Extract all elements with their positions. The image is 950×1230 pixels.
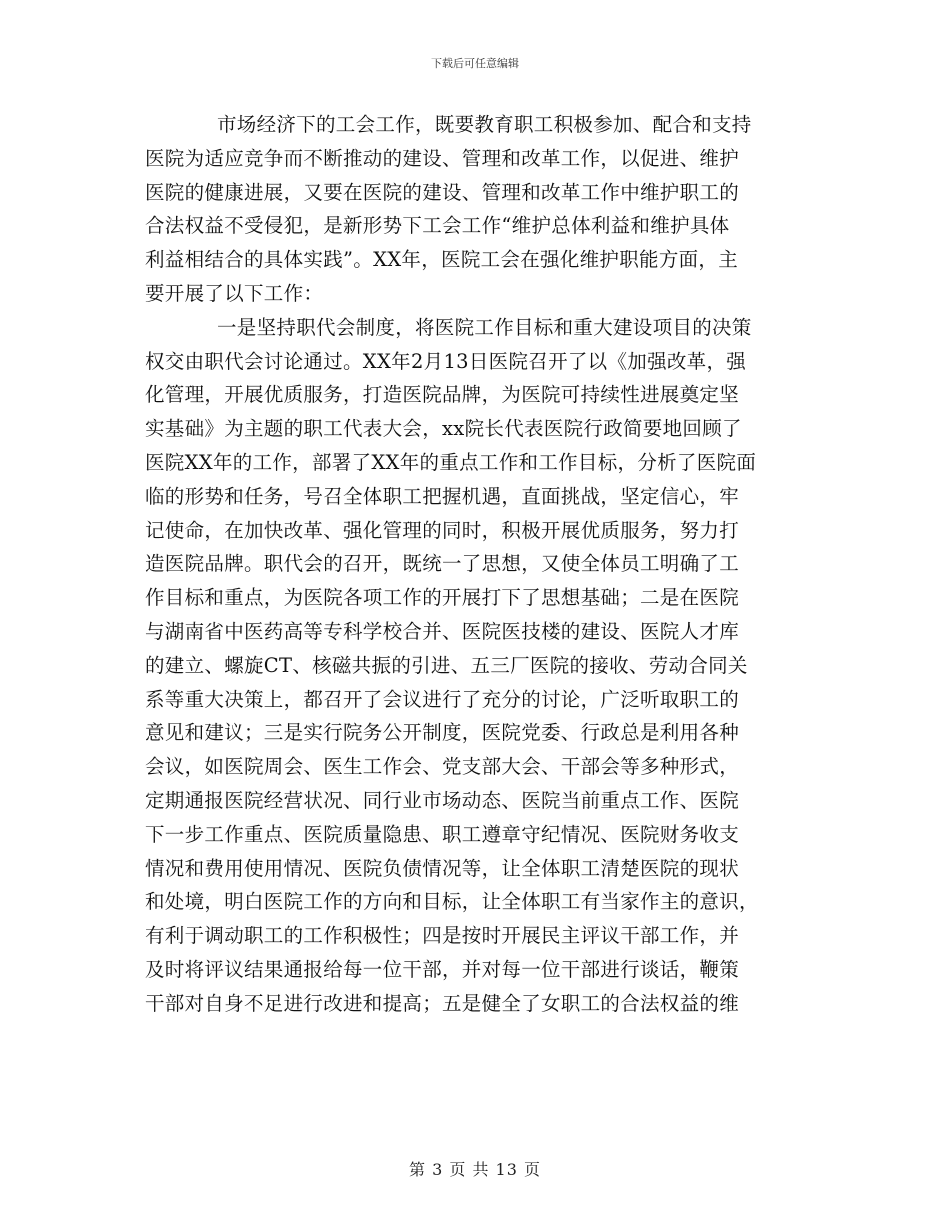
- text-line: 的建立、螺旋CT、核磁共振的引进、五三厂医院的接收、劳动合同关: [145, 653, 748, 677]
- text-line: 有利于调动职工的工作积极性；四是按时开展民主评议干部工作，并: [145, 924, 740, 948]
- text-line: 及时将评议结果通报给每一位干部，并对每一位干部进行谈话，鞭策: [145, 957, 740, 981]
- text-line: 利益相结合的具体实践”。XX年，医院工会在强化维护职能方面，主: [145, 248, 739, 272]
- text-line: 医院为适应竞争而不断推动的建设、管理和改革工作，以促进、维护: [145, 146, 740, 170]
- text-line: 化管理，开展优质服务，打造医院品牌，为医院可持续性进展奠定坚: [145, 383, 740, 407]
- text-line: 和处境，明白医院工作的方向和目标，让全体职工有当家作主的意识，: [145, 890, 759, 914]
- text-line: 干部对自身不足进行改进和提高；五是健全了女职工的合法权益的维: [145, 991, 740, 1015]
- text-line: 记使命，在加快改革、强化管理的同时，积极开展优质服务，努力打: [145, 518, 740, 542]
- paragraph-1: [145, 108, 813, 311]
- text-line: 医院XX年的工作，部署了XX年的重点工作和工作目标，分析了医院面: [145, 450, 757, 474]
- text-line: 造医院品牌。职代会的召开，既统一了思想，又使全体员工明确了工: [145, 552, 740, 576]
- text-line: 要开展了以下工作：: [145, 281, 324, 305]
- text-line: 作目标和重点，为医院各项工作的开展打下了思想基础；二是在医院: [145, 586, 740, 610]
- text-line: 定期通报医院经营状况、同行业市场动态、医院当前重点工作、医院: [145, 788, 740, 812]
- page-header: 下载后可任意编辑: [431, 57, 519, 70]
- paragraph-2: [145, 311, 813, 1021]
- text-line: 实基础》为主题的职工代表大会，xx院长代表医院行政简要地回顾了: [145, 417, 742, 441]
- text-line: 与湖南省中医药高等专科学校合并、医院医技楼的建设、医院人才库: [145, 619, 740, 643]
- text-line: 临的形势和任务，号召全体职工把握机遇，直面挑战，坚定信心，牢: [145, 484, 740, 508]
- document-body: [145, 108, 813, 1021]
- text-line: 情况和费用使用情况、医院负债情况等，让全体职工清楚医院的现状: [145, 856, 740, 880]
- text-line: 合法权益不受侵犯，是新形势下工会工作“维护总体利益和维护具体: [145, 214, 730, 238]
- text-line: 权交由职代会讨论通过。XX年2月13日医院召开了以《加强改革，强: [145, 349, 747, 373]
- page-footer: 第 3 页 共 13 页: [409, 1160, 541, 1179]
- text-line: 下一步工作重点、医院质量隐患、职工遵章守纪情况、医院财务收支: [145, 822, 740, 846]
- text-line: 会议，如医院周会、医生工作会、党支部大会、干部会等多种形式，: [145, 755, 740, 779]
- text-line: 意见和建议；三是实行院务公开制度，医院党委、行政总是利用各种: [145, 721, 740, 745]
- text-line: 一是坚持职代会制度，将医院工作目标和重大建设项目的决策: [217, 315, 752, 339]
- text-line: 系等重大决策上，都召开了会议进行了充分的讨论，广泛听取职工的: [145, 687, 740, 711]
- text-line: 市场经济下的工会工作，既要教育职工积极参加、配合和支持: [217, 113, 752, 136]
- text-line: 医院的健康进展，又要在医院的建设、管理和改革工作中维护职工的: [145, 180, 740, 204]
